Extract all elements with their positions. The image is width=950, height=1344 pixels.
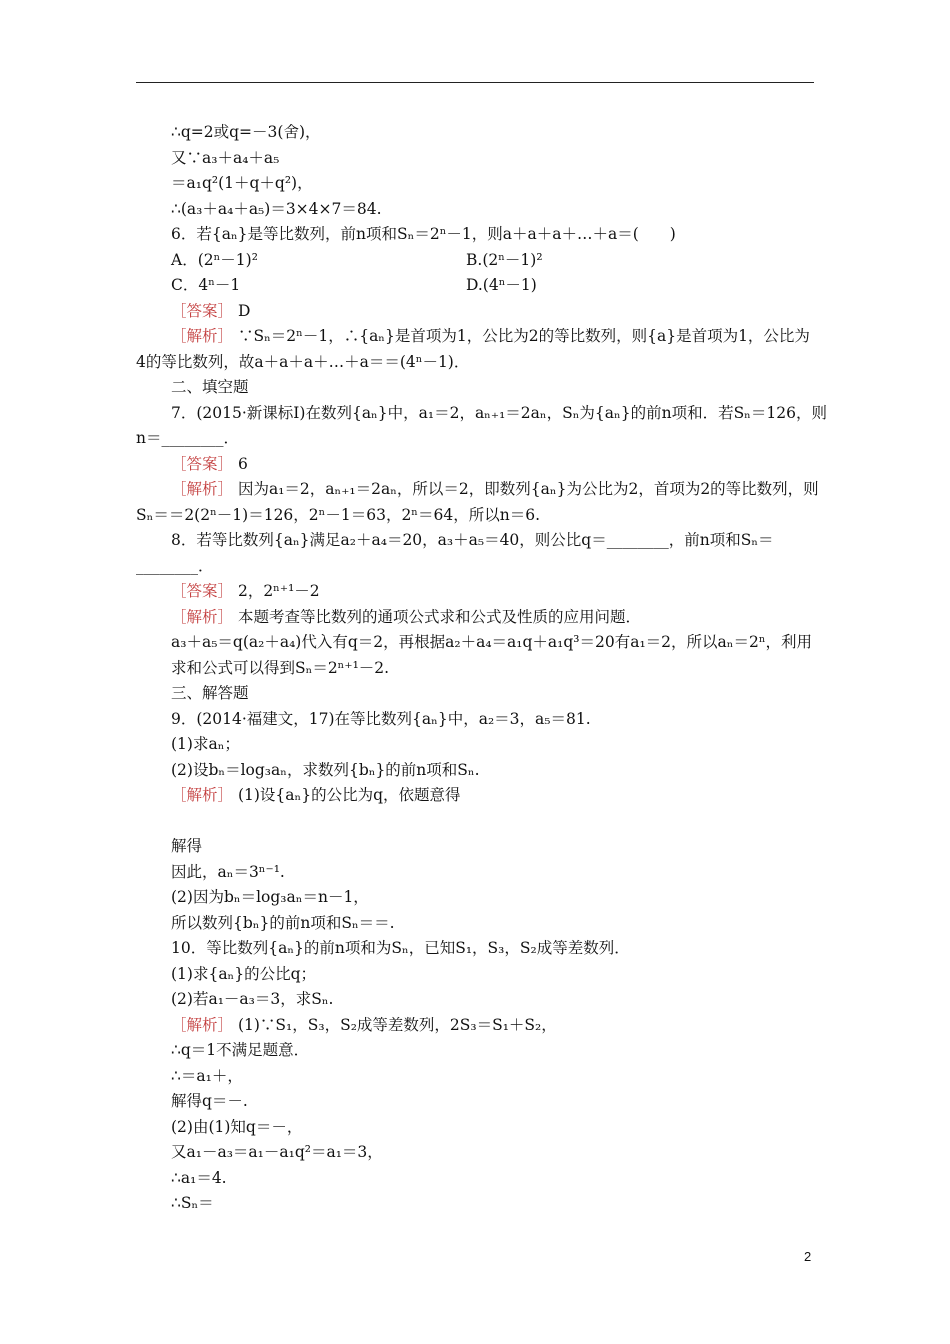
section-heading: 二、填空题	[171, 378, 249, 396]
answer-tag: ［答案］	[171, 454, 234, 473]
text-line: 所以数列{bₙ}的前n项和Sₙ＝＝.	[171, 913, 395, 932]
answer-value: D	[237, 301, 251, 320]
analysis-tag: ［解析］	[171, 1015, 234, 1034]
text-line: ∴Sₙ＝	[171, 1194, 214, 1212]
text-line: (2)若a₁－a₃＝3，求Sₙ.	[171, 990, 334, 1008]
text-line: 因此，aₙ＝3ⁿ⁻¹.	[171, 862, 285, 881]
section-heading: 三、解答题	[171, 684, 249, 702]
text-line: a₃＋a₅＝q(a₂＋a₄)代入有q＝2，再根据a₂＋a₄＝a₁q＋a₁q³＝20有a₁＝2，所以aₙ＝2ⁿ，利用	[171, 633, 813, 651]
text-line: ∴＝a₁＋，	[171, 1066, 243, 1085]
text-line: (1)求aₙ；	[171, 735, 240, 753]
analysis-text: (1)设{aₙ}的公比为q，依题意得	[237, 786, 461, 804]
text-line: ∴q=2或q=－3(舍)，	[171, 123, 321, 141]
option-a: A．(2ⁿ－1)²	[171, 250, 258, 269]
text-line: ∴q＝1不满足题意．	[171, 1041, 310, 1059]
text-line: 解得	[171, 837, 203, 855]
analysis-tag: ［解析］	[171, 786, 234, 804]
answer-line	[136, 299, 814, 325]
analysis-text: 因为a₁＝2，aₙ₊₁＝2aₙ，所以＝2，即数列{aₙ}为公比为2，首项为2的等比数列，则	[237, 480, 819, 498]
text-line: (2)因为bₙ＝log₃aₙ＝n－1，	[171, 888, 369, 906]
text-line: n＝________．	[136, 429, 239, 447]
text-line: ∴a₁＝4.	[171, 1168, 227, 1187]
answer-value: 6	[237, 454, 248, 473]
analysis-tag: ［解析］	[171, 480, 234, 498]
option-row	[136, 248, 814, 274]
answer-tag: ［答案］	[171, 301, 234, 320]
question-8: 8．若等比数列{aₙ}满足a₂＋a₄＝20，a₃＋a₅＝40，则公比q＝________，前n项和Sₙ＝	[171, 531, 774, 549]
answer-value: 2，2ⁿ⁺¹－2	[237, 582, 320, 600]
analysis-text: ∵Sₙ＝2ⁿ－1，∴{aₙ}是首项为1，公比为2的等比数列，则{a}是首项为1，公比为	[237, 327, 810, 345]
option-d: D.(4ⁿ－1)	[466, 276, 537, 294]
analysis-line	[136, 477, 819, 503]
option-b: B.(2ⁿ－1)²	[466, 250, 543, 269]
analysis-line	[136, 605, 814, 631]
answer-tag: ［答案］	[171, 582, 234, 600]
analysis-line	[136, 324, 814, 350]
question-7: 7．(2015·新课标Ⅰ)在数列{aₙ}中，a₁＝2，aₙ₊₁＝2aₙ，Sₙ为{aₙ}的前n项和．若Sₙ＝126，则	[171, 403, 827, 422]
question-6: 6．若{aₙ}是等比数列，前n项和Sₙ＝2ⁿ－1，则a＋a＋a＋…＋a＝( )	[171, 225, 676, 243]
question-10: 10．等比数列{aₙ}的前n项和为Sₙ，已知S₁，S₃，S₂成等差数列．	[171, 939, 630, 957]
analysis-text: 本题考查等比数列的通项公式求和公式及性质的应用问题．	[237, 607, 641, 626]
answer-line	[136, 452, 814, 478]
text-line: 又a₁－a₃＝a₁－a₁q²＝a₁＝3，	[171, 1143, 383, 1161]
analysis-line	[136, 1013, 814, 1039]
page-number: 2	[804, 1249, 812, 1264]
text-line: 又∵a₃＋a₄＋a₅	[171, 148, 280, 167]
text-line: 4的等比数列，故a＋a＋a＋…＋a＝＝(4ⁿ－1)．	[136, 352, 470, 371]
text-line: (2)设bₙ＝log₃aₙ，求数列{bₙ}的前n项和Sₙ.	[171, 760, 480, 779]
text-line: Sₙ＝＝2(2ⁿ－1)＝126，2ⁿ－1＝63，2ⁿ＝64，所以n＝6.	[136, 505, 541, 524]
text-line: 解得q＝－.	[171, 1092, 248, 1110]
answer-line	[136, 579, 814, 605]
question-9: 9．(2014·福建文，17)在等比数列{aₙ}中，a₂＝3，a₅＝81.	[171, 709, 591, 728]
text-line: ∴(a₃＋a₄＋a₅)＝3×4×7＝84.	[171, 199, 382, 218]
content	[136, 120, 827, 1217]
text-line: ________．	[136, 556, 214, 575]
analysis-tag: ［解析］	[171, 607, 234, 626]
text-line: (2)由(1)知q＝－，	[171, 1117, 303, 1136]
option-c: C．4ⁿ－1	[171, 276, 241, 294]
option-row	[136, 273, 814, 299]
text-line: 求和公式可以得到Sₙ＝2ⁿ⁺¹－2.	[171, 658, 390, 677]
header-rule	[136, 82, 814, 83]
text-line: (1)求{aₙ}的公比q；	[171, 964, 317, 983]
analysis-text: (1)∵S₁，S₃，S₂成等差数列，2S₃＝S₁＋S₂，	[237, 1015, 557, 1034]
text-line: ＝a₁q²(1＋q＋q²)，	[171, 174, 313, 192]
analysis-tag: ［解析］	[171, 327, 234, 345]
analysis-line	[136, 783, 814, 809]
blank-space	[136, 809, 814, 835]
